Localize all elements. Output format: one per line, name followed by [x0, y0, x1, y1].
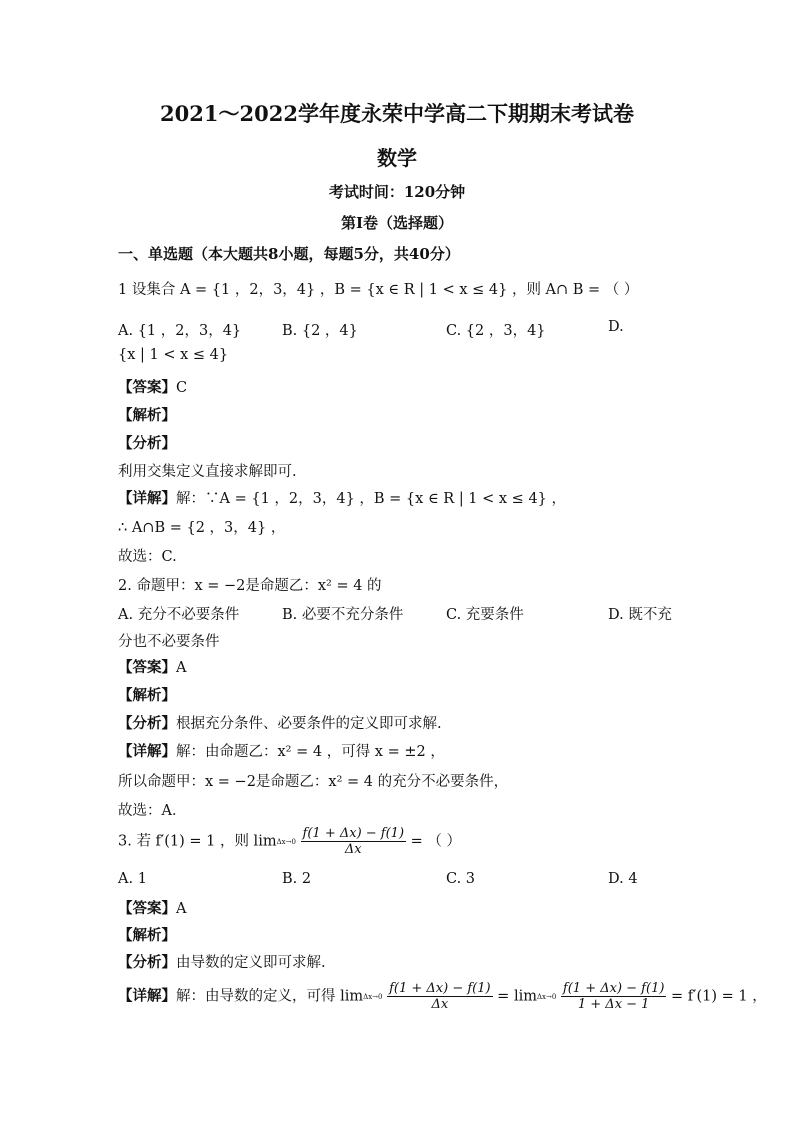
q2-detail: 解：由命题乙：x² = 4 ，可得 x = ±2 ，: [176, 744, 445, 760]
q1-answer-line: [118, 376, 187, 397]
answer-tag: 【答案】: [118, 379, 176, 396]
q2-option-a: A. 充分不必要条件: [118, 607, 240, 623]
q3-answer: A: [176, 901, 187, 917]
q3-answer-line: [118, 897, 186, 918]
q3-detail-pre: 解：由导数的定义，可得 lim: [176, 988, 364, 1005]
q1-option-d: D.: [608, 319, 624, 335]
q3-option-b: B. 2: [282, 871, 312, 887]
detail-tag: 【详解】: [118, 987, 176, 1005]
q1-analysis-tag: 【解析】: [118, 407, 176, 424]
q2-conclusion: 故选：A．: [118, 803, 187, 819]
q3-fraction: $\frac{f(1 + \Delta x) - f(1)}{\Delta x}$: [302, 826, 405, 857]
fenxi-tag: 【分析】: [118, 715, 176, 732]
part-title: 第I卷（选择题）: [340, 214, 454, 232]
answer-tag: 【答案】: [118, 900, 176, 917]
q3-detail-limit-sub: Δx→0: [363, 992, 383, 1001]
q2-answer: A: [176, 660, 187, 676]
q2-fenxi-line: [118, 712, 442, 733]
q2-option-d-content: 分也不必要条件: [118, 634, 220, 650]
fenxi-tag: 【分析】: [118, 954, 176, 971]
q3-limit-sub: Δx→0: [276, 837, 296, 846]
q1-detail: 解：∵A = {1 ，2，3，4} ，B = {x ∈ R | 1 < x ≤ 4} ，: [176, 491, 567, 507]
q2-detail-2: 所以命题甲：x = −2是命题乙：x² = 4 的充分不必要条件，: [118, 774, 509, 790]
q2-option-b: B. 必要不充分条件: [282, 607, 404, 623]
q1-answer: C: [176, 380, 188, 396]
detail-tag: 【详解】: [118, 743, 176, 760]
q3-detail-limit-sub-2: Δx→0: [536, 992, 557, 1001]
q1-option-a: A. {1 ，2，3，4}: [118, 323, 242, 339]
q3-analysis-tag: 【解析】: [118, 927, 176, 944]
exam-time: 考试时间：120分钟: [328, 183, 466, 201]
q1-option-b: B. {2 ，4}: [282, 323, 358, 339]
q1-fenxi-text: 利用交集定义直接求解即可.: [118, 464, 297, 480]
q1-option-c: C. {2 ，3，4}: [446, 323, 546, 339]
q3-stem-pre: 3. 若 f′(1) = 1 ，则 lim: [118, 833, 277, 850]
q2-stem: 2. 命题甲：x = −2是命题乙：x² = 4 的: [118, 578, 382, 594]
section-heading: 一、单选题（本大题共8小题，每题5分，共40分）: [118, 245, 460, 263]
q3-option-a: A. 1: [118, 871, 147, 887]
q1-fenxi-tag: 【分析】: [118, 435, 176, 452]
answer-tag: 【答案】: [118, 659, 176, 676]
exam-title: 2021～2022学年度永荣中学高二下期期末考试卷: [160, 101, 634, 126]
q1-stem: 1 设集合 A = {1 ，2，3，4} ，B = {x ∈ R | 1 < x ≤ 4} ，则 A∩ B = （ ）: [118, 282, 639, 298]
q3-stem: [118, 826, 461, 857]
q3-detail-fraction-2: $\frac{f(1 + \Delta x) - f(1)}{1 + \Delta x - 1}$: [562, 981, 665, 1012]
q2-option-d: D. 既不充: [608, 607, 672, 623]
q2-fenxi: 根据充分条件、必要条件的定义即可求解.: [176, 716, 442, 732]
q1-detail-line: [118, 487, 566, 508]
q3-fenxi-line: [118, 951, 326, 972]
q1-detail-2: ∴ A∩B = {2 ，3，4} ，: [118, 520, 286, 536]
subject-title: 数学: [377, 146, 417, 170]
q2-detail-line: [118, 740, 445, 761]
q3-detail-line: 【详解】解：由导数的定义，可得 lim Δx→0 $\frac{f(1 + \Delta x) - f(1)}{\Delta x}$ = lim Δx→0 $\frac{f(1 + \Delta x) - f(1)}{1 + \Delta x - 1}$ = f′(1) = 1 ，: [118, 981, 767, 1012]
q3-fenxi: 由导数的定义即可求解.: [176, 955, 326, 971]
q3-detail-fraction-1: $\frac{f(1 + \Delta x) - f(1)}{\Delta x}$: [389, 981, 491, 1012]
q2-analysis-tag: 【解析】: [118, 687, 176, 704]
q3-detail-post: = f′(1) = 1 ，: [671, 988, 767, 1005]
q2-answer-line: [118, 656, 186, 677]
detail-tag: 【详解】: [118, 490, 176, 507]
q3-stem-post: = （ ）: [410, 833, 462, 850]
q3-option-c: C. 3: [446, 871, 476, 887]
q3-option-d: D. 4: [608, 871, 638, 887]
q2-option-c: C. 充要条件: [446, 607, 524, 623]
q1-conclusion: 故选：C.: [118, 549, 177, 565]
q1-option-d-content: {x | 1 < x ≤ 4}: [118, 347, 229, 363]
